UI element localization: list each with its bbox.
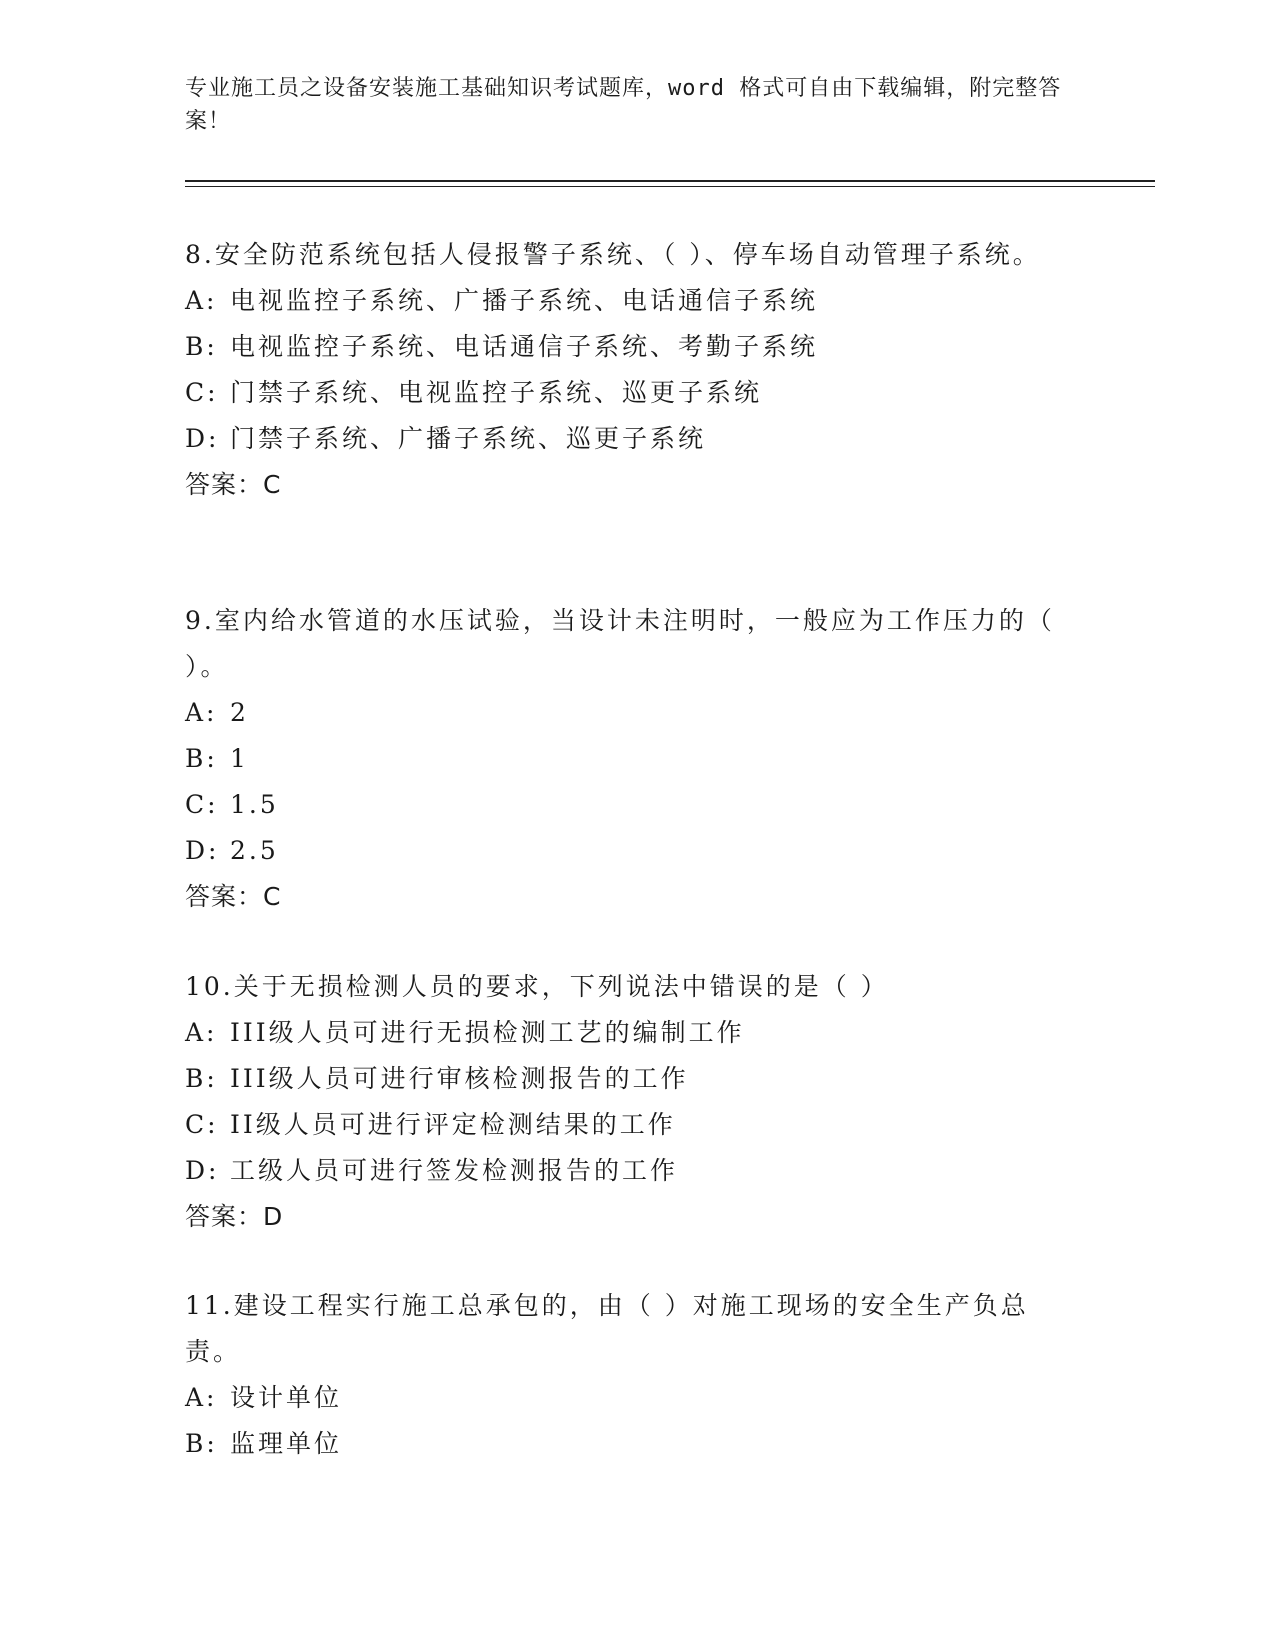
question-stem: 11.建设工程实行施工总承包的，由（ ）对施工现场的安全生产负总责。 — [185, 1291, 1029, 1366]
option-b — [185, 736, 1065, 782]
option-text: III级人员可进行无损检测工艺的编制工作 — [230, 1018, 745, 1047]
option-text: 监理单位 — [230, 1429, 343, 1458]
option-text: 2 — [230, 698, 249, 727]
option-text: 2.5 — [230, 836, 279, 865]
question-10 — [185, 964, 1065, 1240]
option-text: 工级人员可进行签发检测报告的工作 — [230, 1156, 679, 1185]
question-11 — [185, 1283, 1065, 1467]
option-key: D: — [185, 1156, 220, 1185]
option-text: 门禁子系统、广播子系统、巡更子系统 — [230, 424, 707, 453]
option-text: 1.5 — [230, 790, 279, 819]
option-key: A: — [185, 1018, 218, 1047]
option-text: 1 — [230, 744, 249, 773]
question-stem: 9.室内给水管道的水压试验，当设计未注明时，一般应为工作压力的（ ）。 — [185, 606, 1055, 681]
answer-line: 答案：C — [185, 882, 282, 911]
option-d — [185, 1148, 1065, 1194]
option-a — [185, 1010, 1065, 1056]
option-text: III级人员可进行审核检测报告的工作 — [230, 1064, 689, 1093]
option-a — [185, 1375, 1065, 1421]
option-key: C: — [185, 378, 219, 407]
option-d — [185, 828, 1065, 874]
option-key: A: — [185, 1383, 218, 1412]
option-c — [185, 1102, 1065, 1148]
option-key: D: — [185, 424, 220, 453]
option-b — [185, 1056, 1065, 1102]
option-a — [185, 690, 1065, 736]
question-stem: 10.关于无损检测人员的要求，下列说法中错误的是（ ） — [185, 972, 889, 1001]
option-key: D: — [185, 836, 220, 865]
answer-line: 答案：C — [185, 470, 282, 499]
question-stem: 8.安全防范系统包括人侵报警子系统、（ ）、停车场自动管理子系统。 — [185, 240, 1041, 269]
option-b — [185, 324, 1065, 370]
question-8 — [185, 232, 1065, 508]
header-rule-top — [185, 180, 1155, 182]
option-text: 电视监控子系统、广播子系统、电话通信子系统 — [230, 286, 819, 315]
option-text: 设计单位 — [230, 1383, 343, 1412]
option-key: C: — [185, 790, 219, 819]
option-c — [185, 782, 1065, 828]
option-text: 门禁子系统、电视监控子系统、巡更子系统 — [230, 378, 763, 407]
option-key: B: — [185, 1064, 218, 1093]
question-9 — [185, 598, 1065, 920]
option-key: B: — [185, 1429, 218, 1458]
option-key: A: — [185, 286, 218, 315]
option-d — [185, 416, 1065, 462]
document-header: 专业施工员之设备安装施工基础知识考试题库，word 格式可自由下载编辑，附完整答案！ — [185, 76, 1062, 134]
option-a — [185, 278, 1065, 324]
option-key: B: — [185, 744, 218, 773]
option-text: II级人员可进行评定检测结果的工作 — [230, 1110, 676, 1139]
answer-line: 答案：D — [185, 1202, 284, 1231]
option-key: A: — [185, 698, 218, 727]
option-text: 电视监控子系统、电话通信子系统、考勤子系统 — [230, 332, 819, 361]
option-key: B: — [185, 332, 218, 361]
option-b — [185, 1421, 1065, 1467]
header-rule-bottom — [185, 186, 1155, 187]
option-key: C: — [185, 1110, 219, 1139]
option-c — [185, 370, 1065, 416]
